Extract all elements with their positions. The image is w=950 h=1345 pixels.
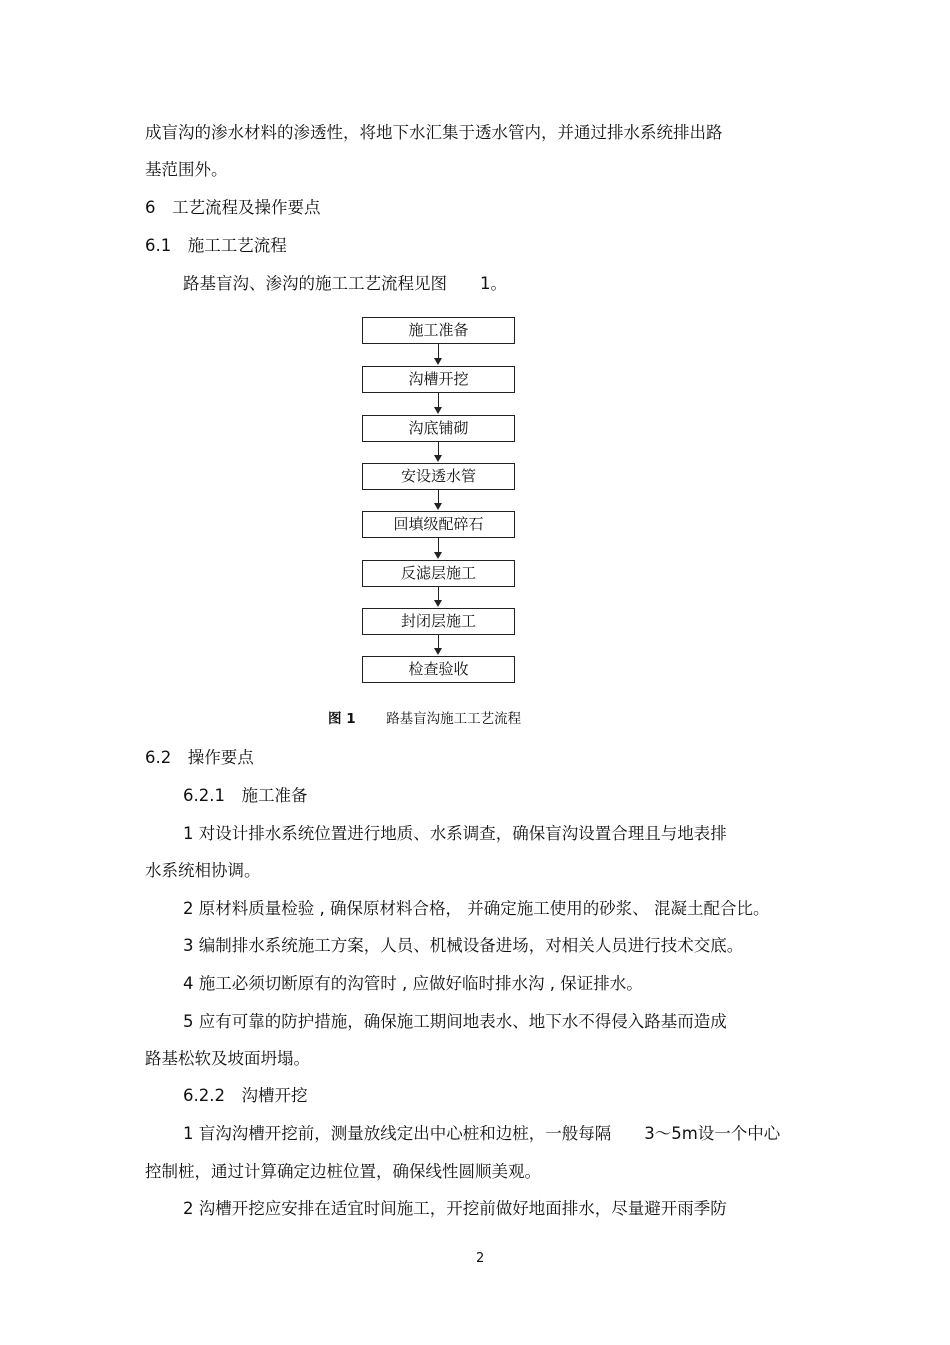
list-item-line: 2 沟槽开挖应安排在适宜时间施工，开挖前做好地面排水，尽量避开雨季防 <box>183 1199 727 1218</box>
list-item-line: 水系统相协调。 <box>145 861 261 880</box>
section-heading-6: 6 工艺流程及操作要点 <box>145 198 321 217</box>
section-heading-6-1: 6.1 施工工艺流程 <box>145 236 287 255</box>
paragraph-line: 基范围外。 <box>145 160 228 179</box>
flow-step-1: 施工准备 <box>362 317 515 344</box>
list-item-line: 4 施工必须切断原有的沟管时 , 应做好临时排水沟 , 保证排水。 <box>183 974 643 993</box>
section-heading-6-2: 6.2 操作要点 <box>145 748 254 767</box>
flow-arrow <box>438 490 440 504</box>
section-heading-6-2-2: 6.2.2 沟槽开挖 <box>183 1086 308 1105</box>
list-item-line: 控制桩，通过计算确定边桩位置，确保线性圆顺美观。 <box>145 1162 541 1181</box>
list-item-line: 1 盲沟沟槽开挖前，测量放线定出中心桩和边桩，一般每隔 3～5m设一个中心 <box>183 1124 781 1143</box>
list-item-line: 1 对设计排水系统位置进行地质、水系调查，确保盲沟设置合理且与地表排 <box>183 824 727 843</box>
arrow-down-icon <box>434 358 442 365</box>
flow-arrow <box>438 442 440 456</box>
flow-arrow <box>438 344 440 359</box>
flow-arrow <box>438 635 440 649</box>
paragraph-line: 成盲沟的渗水材料的渗透性，将地下水汇集于透水管内，并通过排水系统排出路 <box>145 123 723 142</box>
arrow-down-icon <box>434 407 442 414</box>
flow-step-2: 沟槽开挖 <box>362 366 515 393</box>
list-item-line: 5 应有可靠的防护措施，确保施工期间地表水、地下水不得侵入路基而造成 <box>183 1012 727 1031</box>
arrow-down-icon <box>434 600 442 607</box>
arrow-down-icon <box>434 455 442 462</box>
list-item-line: 路基松软及坡面坍塌。 <box>145 1049 310 1068</box>
figure-caption <box>328 710 521 728</box>
flow-step-5: 回填级配碎石 <box>362 511 515 538</box>
arrow-down-icon <box>434 648 442 655</box>
flow-arrow <box>438 538 440 553</box>
arrow-down-icon <box>434 552 442 559</box>
page-number: 2 <box>476 1251 485 1266</box>
figure-caption-text: 路基盲沟施工工艺流程 <box>386 711 522 727</box>
section-heading-6-2-1: 6.2.1 施工准备 <box>183 786 308 805</box>
flow-step-4: 安设透水管 <box>362 463 515 490</box>
flow-step-7: 封闭层施工 <box>362 608 515 635</box>
list-item-line: 3 编制排水系统施工方案，人员、机械设备进场，对相关人员进行技术交底。 <box>183 936 744 955</box>
paragraph-line: 路基盲沟、渗沟的施工工艺流程见图 1。 <box>183 274 507 293</box>
flow-arrow <box>438 587 440 601</box>
arrow-down-icon <box>434 503 442 510</box>
flow-step-3: 沟底铺砌 <box>362 415 515 442</box>
flow-step-8: 检查验收 <box>362 656 515 683</box>
flow-arrow <box>438 393 440 408</box>
flow-step-6: 反滤层施工 <box>362 560 515 587</box>
figure-caption-label: 图 1 <box>328 711 356 727</box>
list-item-line: 2 原材料质量检验 , 确保原材料合格， 并确定施工使用的砂浆、 混凝土配合比。 <box>183 899 770 918</box>
